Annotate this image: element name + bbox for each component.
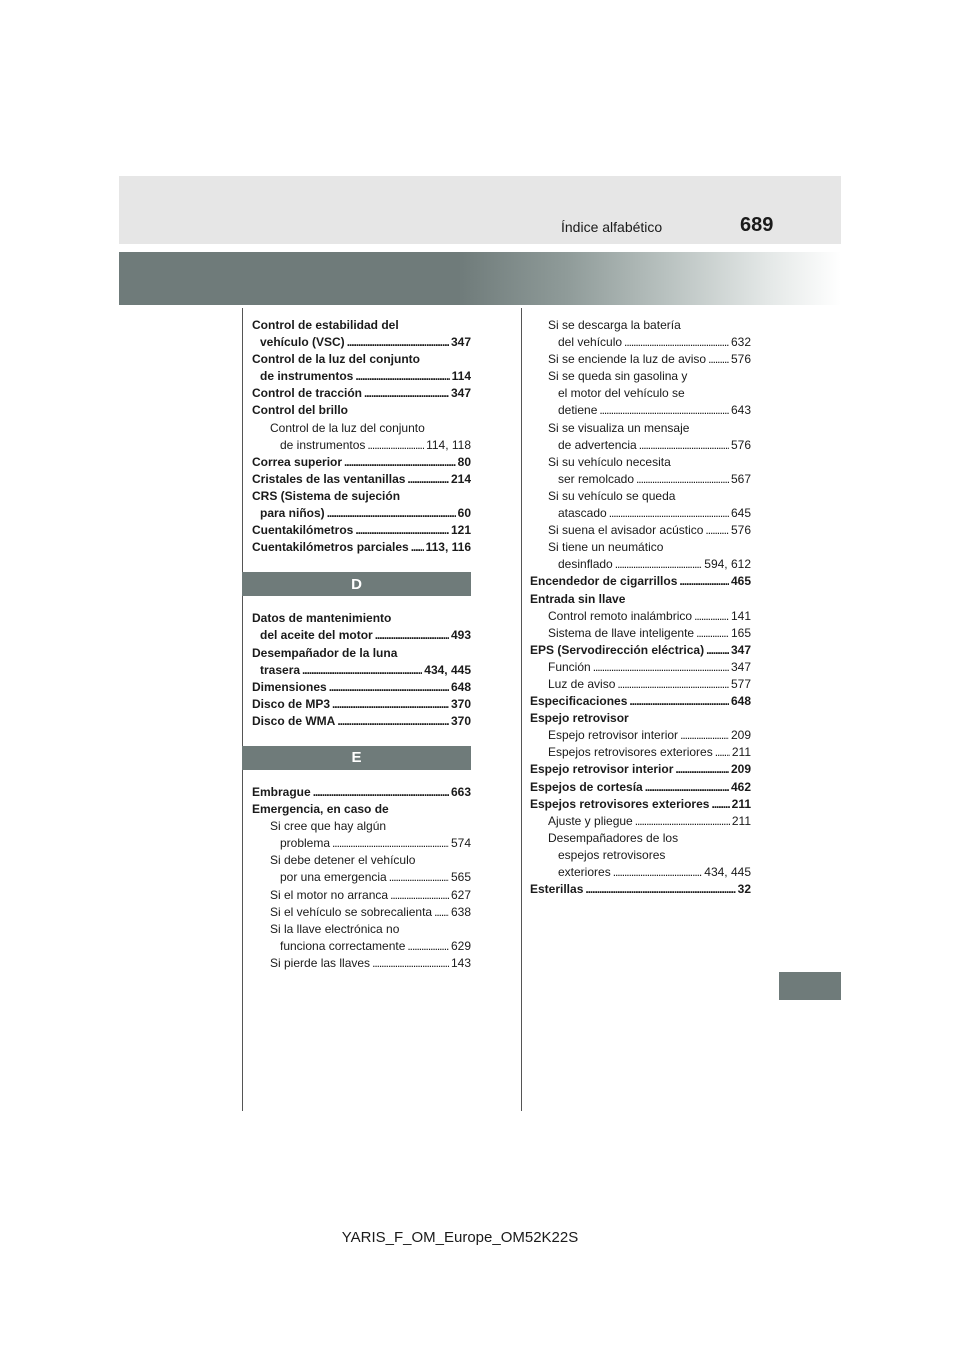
index-entry xyxy=(252,368,471,385)
index-entry-term: Entrada sin llave xyxy=(530,591,626,606)
index-entry xyxy=(530,779,751,796)
index-entry-page[interactable]: 576 xyxy=(730,352,751,367)
index-entry-page[interactable]: 565 xyxy=(450,870,471,885)
index-entry-term: Control de tracción xyxy=(252,386,363,401)
index-entry-term: Especificaciones xyxy=(530,694,628,709)
index-entry-term: Desempañador de la luna xyxy=(252,645,398,660)
index-entry-term: el motor del vehículo se xyxy=(558,386,685,401)
index-entry-term: Si la llave electrónica no xyxy=(270,921,400,936)
index-entry-term: Si se descarga la batería xyxy=(548,318,681,332)
index-entry xyxy=(530,761,751,778)
dot-leader xyxy=(407,471,449,488)
dot-leader xyxy=(694,608,729,625)
index-entry xyxy=(530,642,751,659)
document-code: YARIS_F_OM_Europe_OM52K22S xyxy=(341,1229,579,1246)
index-entry-term: de instrumentos xyxy=(280,437,366,452)
index-entry xyxy=(252,627,471,644)
index-entry xyxy=(530,471,751,488)
index-entry-term: Si debe detener el vehículo xyxy=(270,853,416,868)
index-entry-page[interactable]: 211 xyxy=(731,745,751,760)
index-entry-term: Encendedor de cigarrillos xyxy=(530,574,678,589)
index-entry-page[interactable]: 638 xyxy=(450,904,471,919)
index-entry-page[interactable]: 80 xyxy=(457,454,471,469)
index-entry-term: CRS (Sistema de sujeción xyxy=(252,488,401,503)
index-entry xyxy=(252,835,471,852)
index-entry-term: Esterillas xyxy=(530,882,584,897)
index-entry xyxy=(252,471,471,488)
index-entry-page[interactable]: 114, 118 xyxy=(426,437,471,452)
index-entry-page[interactable]: 347 xyxy=(730,642,751,657)
index-entry xyxy=(530,813,751,830)
index-entry-page[interactable]: 645 xyxy=(730,506,751,521)
dot-leader xyxy=(679,573,729,590)
index-entry-page[interactable]: 113, 116 xyxy=(425,540,471,555)
index-entry-term: Si se queda sin gasolina y xyxy=(548,369,688,384)
dot-leader xyxy=(593,659,729,676)
index-entry xyxy=(252,539,471,556)
dot-leader xyxy=(302,662,422,679)
index-entry-term: Espejo retrovisor xyxy=(530,711,629,726)
index-entry-term: EPS (Servodirección eléctrica) xyxy=(530,642,705,657)
index-entry-page[interactable]: 370 xyxy=(450,696,471,711)
index-entry xyxy=(530,659,751,676)
index-entry-page[interactable]: 211 xyxy=(731,796,751,811)
index-entry-term: Control remoto inalámbrico xyxy=(548,608,693,623)
index-entry-term: detiene xyxy=(558,403,598,418)
dot-leader xyxy=(337,713,449,730)
index-entry xyxy=(252,955,471,972)
index-entry-term: Control de estabilidad del xyxy=(252,318,399,332)
index-entry-term: Si el motor no arranca xyxy=(270,887,389,902)
dot-leader xyxy=(645,779,729,796)
index-entry-page[interactable]: 648 xyxy=(730,694,751,709)
index-entry xyxy=(252,420,471,437)
dot-leader xyxy=(696,625,729,642)
index-entry-term: Correa superior xyxy=(252,454,343,469)
index-entry-term: Espejos retrovisores exteriores xyxy=(530,796,710,811)
dot-leader xyxy=(711,796,729,813)
index-entry xyxy=(252,801,471,818)
dot-leader xyxy=(635,813,730,830)
index-entry xyxy=(530,317,751,334)
dot-leader xyxy=(355,368,449,385)
dot-leader xyxy=(344,454,456,471)
index-entry-term: Desempañadores de los xyxy=(548,830,679,845)
index-entry-page[interactable]: 141 xyxy=(730,608,751,623)
index-entry-term: ser remolcado xyxy=(558,471,635,486)
dot-leader xyxy=(364,385,449,402)
index-entry-page[interactable]: 209 xyxy=(730,762,751,777)
index-entry-term: Dimensiones xyxy=(252,679,327,694)
index-entry-term: trasera xyxy=(260,662,301,677)
index-entry xyxy=(530,437,751,454)
index-entry xyxy=(530,351,751,368)
column-rule-middle xyxy=(521,308,522,1111)
dot-leader xyxy=(715,744,730,761)
chapter-thumb-tab xyxy=(779,972,841,1000)
index-entry xyxy=(252,437,471,454)
index-entry xyxy=(252,679,471,696)
dot-leader xyxy=(407,938,449,955)
index-entry-page[interactable]: 143 xyxy=(450,955,471,970)
index-entry-term: Si suena el avisador acústico xyxy=(548,523,704,538)
index-entry xyxy=(252,610,471,627)
index-entry xyxy=(530,522,751,539)
index-entry-term: atascado xyxy=(558,506,607,521)
dot-leader xyxy=(675,761,729,778)
index-entry-term: Luz de aviso xyxy=(548,676,616,691)
dot-leader xyxy=(355,522,449,539)
index-entry-term: Espejos retrovisores exteriores xyxy=(548,745,713,760)
index-entry-page[interactable]: 493 xyxy=(450,628,471,643)
dot-leader xyxy=(708,351,729,368)
index-entry-term: por una emergencia xyxy=(280,870,387,885)
index-entry xyxy=(252,818,471,835)
index-entry-term: Ajuste y pliegue xyxy=(548,813,633,828)
index-entry-page[interactable]: 576 xyxy=(730,523,751,538)
index-entry xyxy=(252,784,471,801)
index-entry-term: para niños) xyxy=(260,506,325,521)
header-band xyxy=(119,176,841,244)
section-title: Índice alfabético xyxy=(561,219,663,235)
index-entry xyxy=(530,334,751,351)
index-column-right xyxy=(530,317,751,898)
section-letter-bar: E xyxy=(242,746,471,770)
index-entry-page[interactable]: 32 xyxy=(737,882,751,897)
index-entry-term: de advertencia xyxy=(558,437,637,452)
index-entry xyxy=(530,608,751,625)
index-entry xyxy=(530,368,751,385)
index-entry-term: Si se visualiza un mensaje xyxy=(548,420,690,435)
index-entry xyxy=(530,864,751,881)
decorative-gradient-bar xyxy=(119,252,841,305)
dot-leader xyxy=(389,869,449,886)
index-entry xyxy=(252,334,471,351)
index-entry-term: Control de la luz del conjunto xyxy=(270,420,425,435)
index-entry xyxy=(252,385,471,402)
index-entry xyxy=(530,744,751,761)
index-entry xyxy=(252,921,471,938)
index-entry xyxy=(252,645,471,662)
dot-leader xyxy=(680,727,729,744)
index-entry-term: vehículo (VSC) xyxy=(260,335,345,350)
index-entry-page[interactable]: 114 xyxy=(451,369,471,384)
index-entry xyxy=(530,402,751,419)
page-number: 689 xyxy=(740,214,774,236)
index-entry-term: Cuentakilómetros parciales xyxy=(252,540,409,555)
index-entry-term: del aceite del motor xyxy=(260,628,373,643)
dot-leader xyxy=(585,881,735,898)
dot-leader xyxy=(636,471,729,488)
index-entry xyxy=(252,938,471,955)
index-entry xyxy=(530,881,751,898)
index-entry-term: Espejo retrovisor interior xyxy=(548,728,679,743)
index-entry-term: Si su vehículo necesita xyxy=(548,454,671,469)
index-entry xyxy=(530,488,751,505)
index-entry xyxy=(530,830,751,847)
index-entry-page[interactable]: 594, 612 xyxy=(704,557,751,572)
index-entry-term: espejos retrovisores xyxy=(558,847,666,862)
index-entry-page[interactable]: 209 xyxy=(730,728,751,743)
index-entry xyxy=(252,904,471,921)
section-letter-bar: D xyxy=(242,572,471,596)
index-entry-term: Si tiene un neumático xyxy=(548,540,664,555)
index-entry-page[interactable]: 370 xyxy=(450,713,471,728)
index-entry xyxy=(252,488,471,505)
index-entry xyxy=(530,693,751,710)
index-entry xyxy=(252,713,471,730)
index-entry xyxy=(252,887,471,904)
index-entry xyxy=(252,351,471,368)
dot-leader xyxy=(615,556,703,573)
dot-leader xyxy=(332,696,449,713)
index-entry-term: Si se enciende la luz de aviso xyxy=(548,352,707,367)
index-entry xyxy=(530,539,751,556)
index-entry xyxy=(252,852,471,869)
index-entry-term: Control del brillo xyxy=(252,403,348,418)
index-entry-page[interactable]: 434, 445 xyxy=(704,865,751,879)
index-entry-term: de instrumentos xyxy=(260,369,354,384)
dot-leader xyxy=(624,334,729,351)
dot-leader xyxy=(434,904,449,921)
index-entry xyxy=(530,625,751,642)
index-entry-term: Disco de WMA xyxy=(252,713,336,728)
index-entry-term: problema xyxy=(280,836,331,851)
index-entry-page[interactable]: 347 xyxy=(450,335,471,350)
index-entry xyxy=(252,505,471,522)
index-entry-term: exteriores xyxy=(558,865,611,879)
index-entry xyxy=(252,869,471,886)
index-entry-page[interactable]: 462 xyxy=(730,779,751,794)
index-entry-page[interactable]: 577 xyxy=(730,676,751,691)
index-entry-page[interactable]: 629 xyxy=(450,938,471,953)
index-entry-term: Embrague xyxy=(252,784,311,799)
index-entry xyxy=(530,727,751,744)
dot-leader xyxy=(372,955,449,972)
dot-leader xyxy=(411,539,424,556)
index-entry xyxy=(252,454,471,471)
index-entry-term: Si pierde las llaves xyxy=(270,955,371,970)
index-entry xyxy=(530,676,751,693)
index-entry-page[interactable]: 627 xyxy=(450,887,471,902)
index-entry-term: Sistema de llave inteligente xyxy=(548,625,695,640)
index-entry xyxy=(530,420,751,437)
dot-leader xyxy=(599,402,729,419)
index-entry xyxy=(252,696,471,713)
index-entry-page[interactable]: 574 xyxy=(450,836,471,851)
dot-leader xyxy=(613,864,703,881)
index-entry-term: Espejo retrovisor interior xyxy=(530,762,674,777)
index-entry xyxy=(530,454,751,471)
index-entry-page[interactable]: 632 xyxy=(730,335,751,350)
dot-leader xyxy=(332,835,449,852)
index-entry-term: Cristales de las ventanillas xyxy=(252,471,406,486)
index-entry xyxy=(252,317,471,334)
index-entry-page[interactable]: 60 xyxy=(457,506,471,521)
index-entry xyxy=(530,796,751,813)
index-entry-term: Si su vehículo se queda xyxy=(548,488,676,503)
index-entry-page[interactable]: 121 xyxy=(450,523,471,538)
index-entry xyxy=(530,591,751,608)
index-entry-term: Cuentakilómetros xyxy=(252,523,354,538)
index-entry xyxy=(252,522,471,539)
dot-leader xyxy=(390,887,449,904)
dot-leader xyxy=(375,627,449,644)
index-entry-page[interactable]: 434, 445 xyxy=(424,662,471,677)
dot-leader xyxy=(706,642,729,659)
dot-leader xyxy=(639,437,729,454)
index-entry-term: funciona correctamente xyxy=(280,938,406,953)
index-entry xyxy=(252,662,471,679)
index-entry-term: Emergencia, en caso de xyxy=(252,802,389,817)
index-column-left xyxy=(252,317,471,972)
dot-leader xyxy=(609,505,729,522)
dot-leader xyxy=(327,505,456,522)
index-entry-page[interactable]: 465 xyxy=(730,574,751,589)
index-entry xyxy=(530,505,751,522)
index-entry xyxy=(252,402,471,419)
index-entry-term: Si cree que hay algún xyxy=(270,819,387,834)
index-entry xyxy=(530,556,751,573)
document-code-footer xyxy=(0,1229,960,1246)
index-entry-page[interactable]: 648 xyxy=(450,679,471,694)
dot-leader xyxy=(629,693,729,710)
index-entry-page[interactable]: 214 xyxy=(450,471,471,486)
index-entry-page[interactable]: 567 xyxy=(730,471,751,486)
index-entry-term: Disco de MP3 xyxy=(252,696,331,711)
column-rule-left xyxy=(242,308,243,1111)
dot-leader xyxy=(329,679,449,696)
index-entry xyxy=(530,847,751,864)
index-entry-term: Si el vehículo se sobrecalienta xyxy=(270,904,433,919)
index-entry-page[interactable]: 643 xyxy=(730,403,751,418)
index-entry-term: Control de la luz del conjunto xyxy=(252,352,420,367)
dot-leader xyxy=(367,437,424,454)
index-entry-term: Espejos de cortesía xyxy=(530,779,643,794)
dot-leader xyxy=(705,522,729,539)
dot-leader xyxy=(313,784,449,801)
index-entry-page[interactable]: 576 xyxy=(730,437,751,452)
index-entry-page[interactable]: 347 xyxy=(730,659,751,674)
index-entry-term: Función xyxy=(548,659,591,674)
dot-leader xyxy=(617,676,729,693)
index-entry-page[interactable]: 347 xyxy=(450,386,471,401)
index-entry-term: Datos de mantenimiento xyxy=(252,611,392,626)
index-entry-term: del vehículo xyxy=(558,335,623,350)
index-entry xyxy=(530,573,751,590)
index-entry-page[interactable]: 663 xyxy=(450,784,471,799)
index-entry-page[interactable]: 165 xyxy=(730,625,751,640)
dot-leader xyxy=(347,334,449,351)
index-entry xyxy=(530,385,751,402)
index-entry-term: desinflado xyxy=(558,557,613,572)
index-entry-page[interactable]: 211 xyxy=(731,813,751,828)
index-entry xyxy=(530,710,751,727)
